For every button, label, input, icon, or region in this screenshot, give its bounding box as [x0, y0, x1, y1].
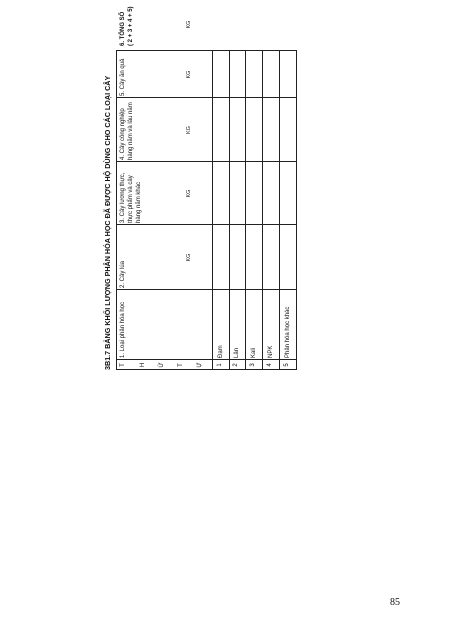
stt-header-letter: Ứ: [159, 362, 165, 368]
unit-industrial-crops: KG: [186, 126, 192, 134]
stt-header-letter: T: [120, 363, 126, 367]
row-label-potash: Kali: [251, 347, 257, 358]
table-border-bottom: [296, 50, 297, 370]
row-label-other: Phân hóa học khác: [285, 306, 291, 358]
header-divider: [212, 50, 213, 370]
page-number: 85: [390, 597, 400, 608]
row-label-phosphate: Lân: [234, 347, 240, 358]
table-border-top: [116, 50, 117, 370]
header-food-crops: 3. Cây lương thực, thực phẩm và cây hàng năm khác: [120, 172, 142, 223]
unit-fruit-trees: KG: [186, 70, 192, 79]
header-rice: 2. Cây lúa: [120, 260, 126, 288]
header-fruit-trees: 5. Cây ăn quả: [120, 58, 126, 96]
stt-header-letter: Ự: [197, 362, 203, 368]
row-number: 5: [284, 363, 290, 367]
table-border-right: [116, 50, 296, 51]
header-total: 6. TỔNG SỐ: [120, 11, 126, 46]
row-number: 2: [233, 363, 239, 367]
row-number: 1: [217, 363, 223, 367]
row-divider: [229, 50, 230, 370]
unit-total: KG: [186, 20, 192, 29]
header-industrial-crops: 4. Cây công nghiệp hàng năm và lâu năm: [120, 102, 134, 160]
rotated-page: [100, 6, 296, 370]
row-divider: [245, 50, 246, 370]
unit-rice: KG: [186, 253, 192, 262]
table-title: 3B1.7 BẢNG KHỐI LƯỢNG PHÂN HÓA HỌC ĐÃ ĐƯỢC HỘ DÙNG CHO CÁC LOẠI CÂY: [103, 75, 112, 370]
header-fertilizer-type: 1. Loại phân hóa học: [120, 301, 126, 358]
stt-header-letter: H: [140, 362, 146, 368]
stt-header-letter: T: [178, 363, 184, 367]
row-divider: [279, 50, 280, 370]
column-divider: [116, 97, 296, 98]
header-total-formula: ( 2 + 3 + 4 + 5): [128, 6, 134, 46]
row-label-npk: NPK: [268, 345, 274, 358]
unit-food-crops: KG: [186, 189, 192, 198]
row-divider: [262, 50, 263, 370]
row-number: 4: [267, 363, 273, 367]
row-label-nitrogen: Đạm: [218, 345, 224, 358]
row-number: 3: [250, 363, 256, 367]
fertilizer-table: [116, 6, 296, 370]
